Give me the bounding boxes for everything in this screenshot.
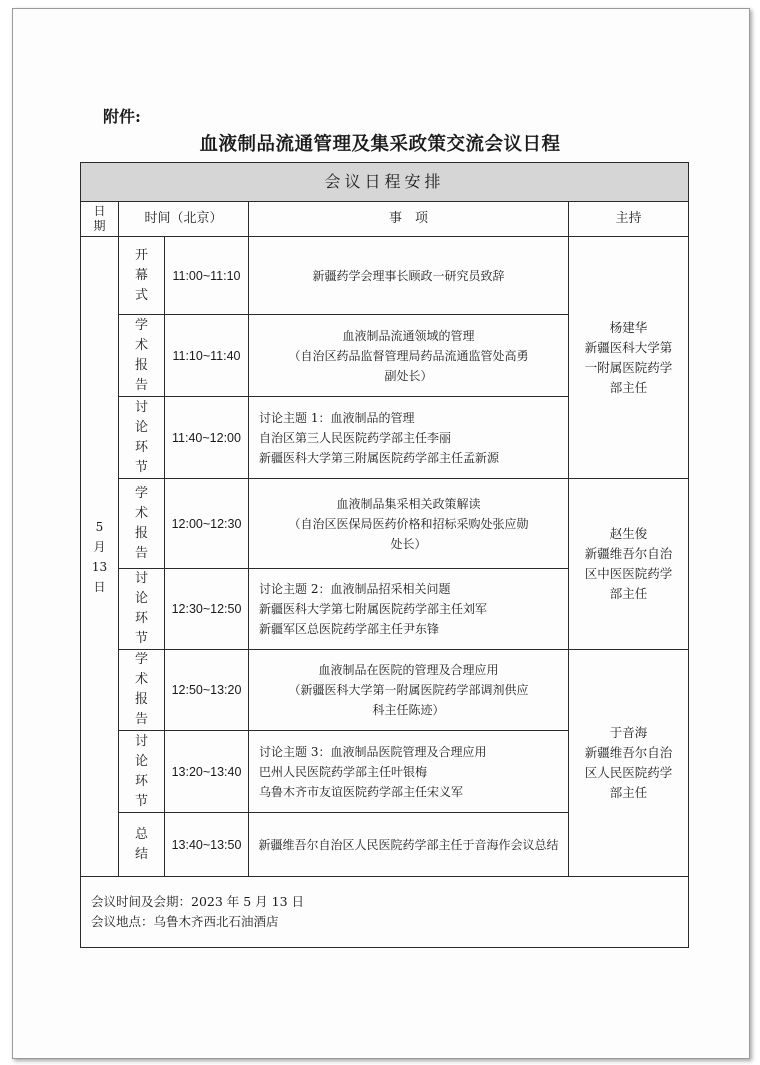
agenda-item: 讨论主题 2：血液制品招采相关问题 新疆医科大学第七附属医院药学部主任刘军 新疆军区总医院药学部主任尹东锋 xyxy=(249,569,569,650)
schedule-table xyxy=(80,162,689,948)
agenda-item: 讨论主题 1：血液制品的管理 自治区第三人民医院药学部主任李丽 新疆医科大学第三附属医院药学部主任孟新源 xyxy=(249,397,569,479)
host-cell: 于音海 新疆维吾尔自治 区人民医院药学 部主任 xyxy=(569,650,689,877)
meeting-location: 会议地点：乌鲁木齐西北石油酒店 xyxy=(91,914,279,929)
column-header-time: 时间（北京） xyxy=(119,202,249,237)
agenda-item: 血液制品流通领域的管理 （自治区药品监督管理局药品流通监管处高勇 副处长） xyxy=(249,315,569,397)
host-cell: 赵生俊 新疆维吾尔自治 区中医医院药学 部主任 xyxy=(569,479,689,650)
document-title: 血液制品流通管理及集采政策交流会议日程 xyxy=(199,134,561,155)
agenda-item: 血液制品集采相关政策解读 （自治区医保局医药价格和招标采购处张应勋 处长） xyxy=(249,479,569,569)
meeting-info xyxy=(81,877,689,948)
time-slot: 11:10~11:40 xyxy=(165,315,249,397)
segment-label: 讨 论 环 节 xyxy=(119,397,165,479)
agenda-item: 新疆药学会理事长顾政一研究员致辞 xyxy=(249,237,569,315)
time-slot: 13:20~13:40 xyxy=(165,731,249,813)
segment-label: 总 结 xyxy=(119,813,165,877)
segment-label: 学 术 报 告 xyxy=(119,315,165,397)
time-slot: 11:00~11:10 xyxy=(165,237,249,315)
date-cell: 5 月 13 日 xyxy=(81,237,119,877)
segment-label: 学 术 报 告 xyxy=(119,650,165,731)
column-header-host: 主持 xyxy=(569,202,689,237)
time-slot: 13:40~13:50 xyxy=(165,813,249,877)
segment-label: 讨 论 环 节 xyxy=(119,731,165,813)
agenda-item: 新疆维吾尔自治区人民医院药学部主任于音海作会议总结 xyxy=(249,813,569,877)
attachment-label: 附件: xyxy=(103,107,141,126)
agenda-item: 血液制品在医院的管理及合理应用 （新疆医科大学第一附属医院药学部调剂供应 科主任陈迹） xyxy=(249,650,569,731)
table-band-title: 会议日程安排 xyxy=(81,163,689,202)
table-row xyxy=(81,650,689,731)
table-row xyxy=(81,479,689,569)
time-slot: 12:30~12:50 xyxy=(165,569,249,650)
meeting-time: 会议时间及会期：2023 年 5 月 13 日 xyxy=(91,894,305,909)
column-header-item: 事 项 xyxy=(249,202,569,237)
time-slot: 11:40~12:00 xyxy=(165,397,249,479)
column-header-date: 日 期 xyxy=(81,202,119,237)
segment-label: 讨 论 环 节 xyxy=(119,569,165,650)
host-cell: 杨建华 新疆医科大学第 一附属医院药学 部主任 xyxy=(569,237,689,479)
segment-label: 学 术 报 告 xyxy=(119,479,165,569)
time-slot: 12:50~13:20 xyxy=(165,650,249,731)
agenda-item: 讨论主题 3：血液制品医院管理及合理应用 巴州人民医院药学部主任叶银梅 乌鲁木齐市友谊医院药学部主任宋义军 xyxy=(249,731,569,813)
segment-label: 开 幕 式 xyxy=(119,237,165,315)
time-slot: 12:00~12:30 xyxy=(165,479,249,569)
table-row xyxy=(81,237,689,315)
